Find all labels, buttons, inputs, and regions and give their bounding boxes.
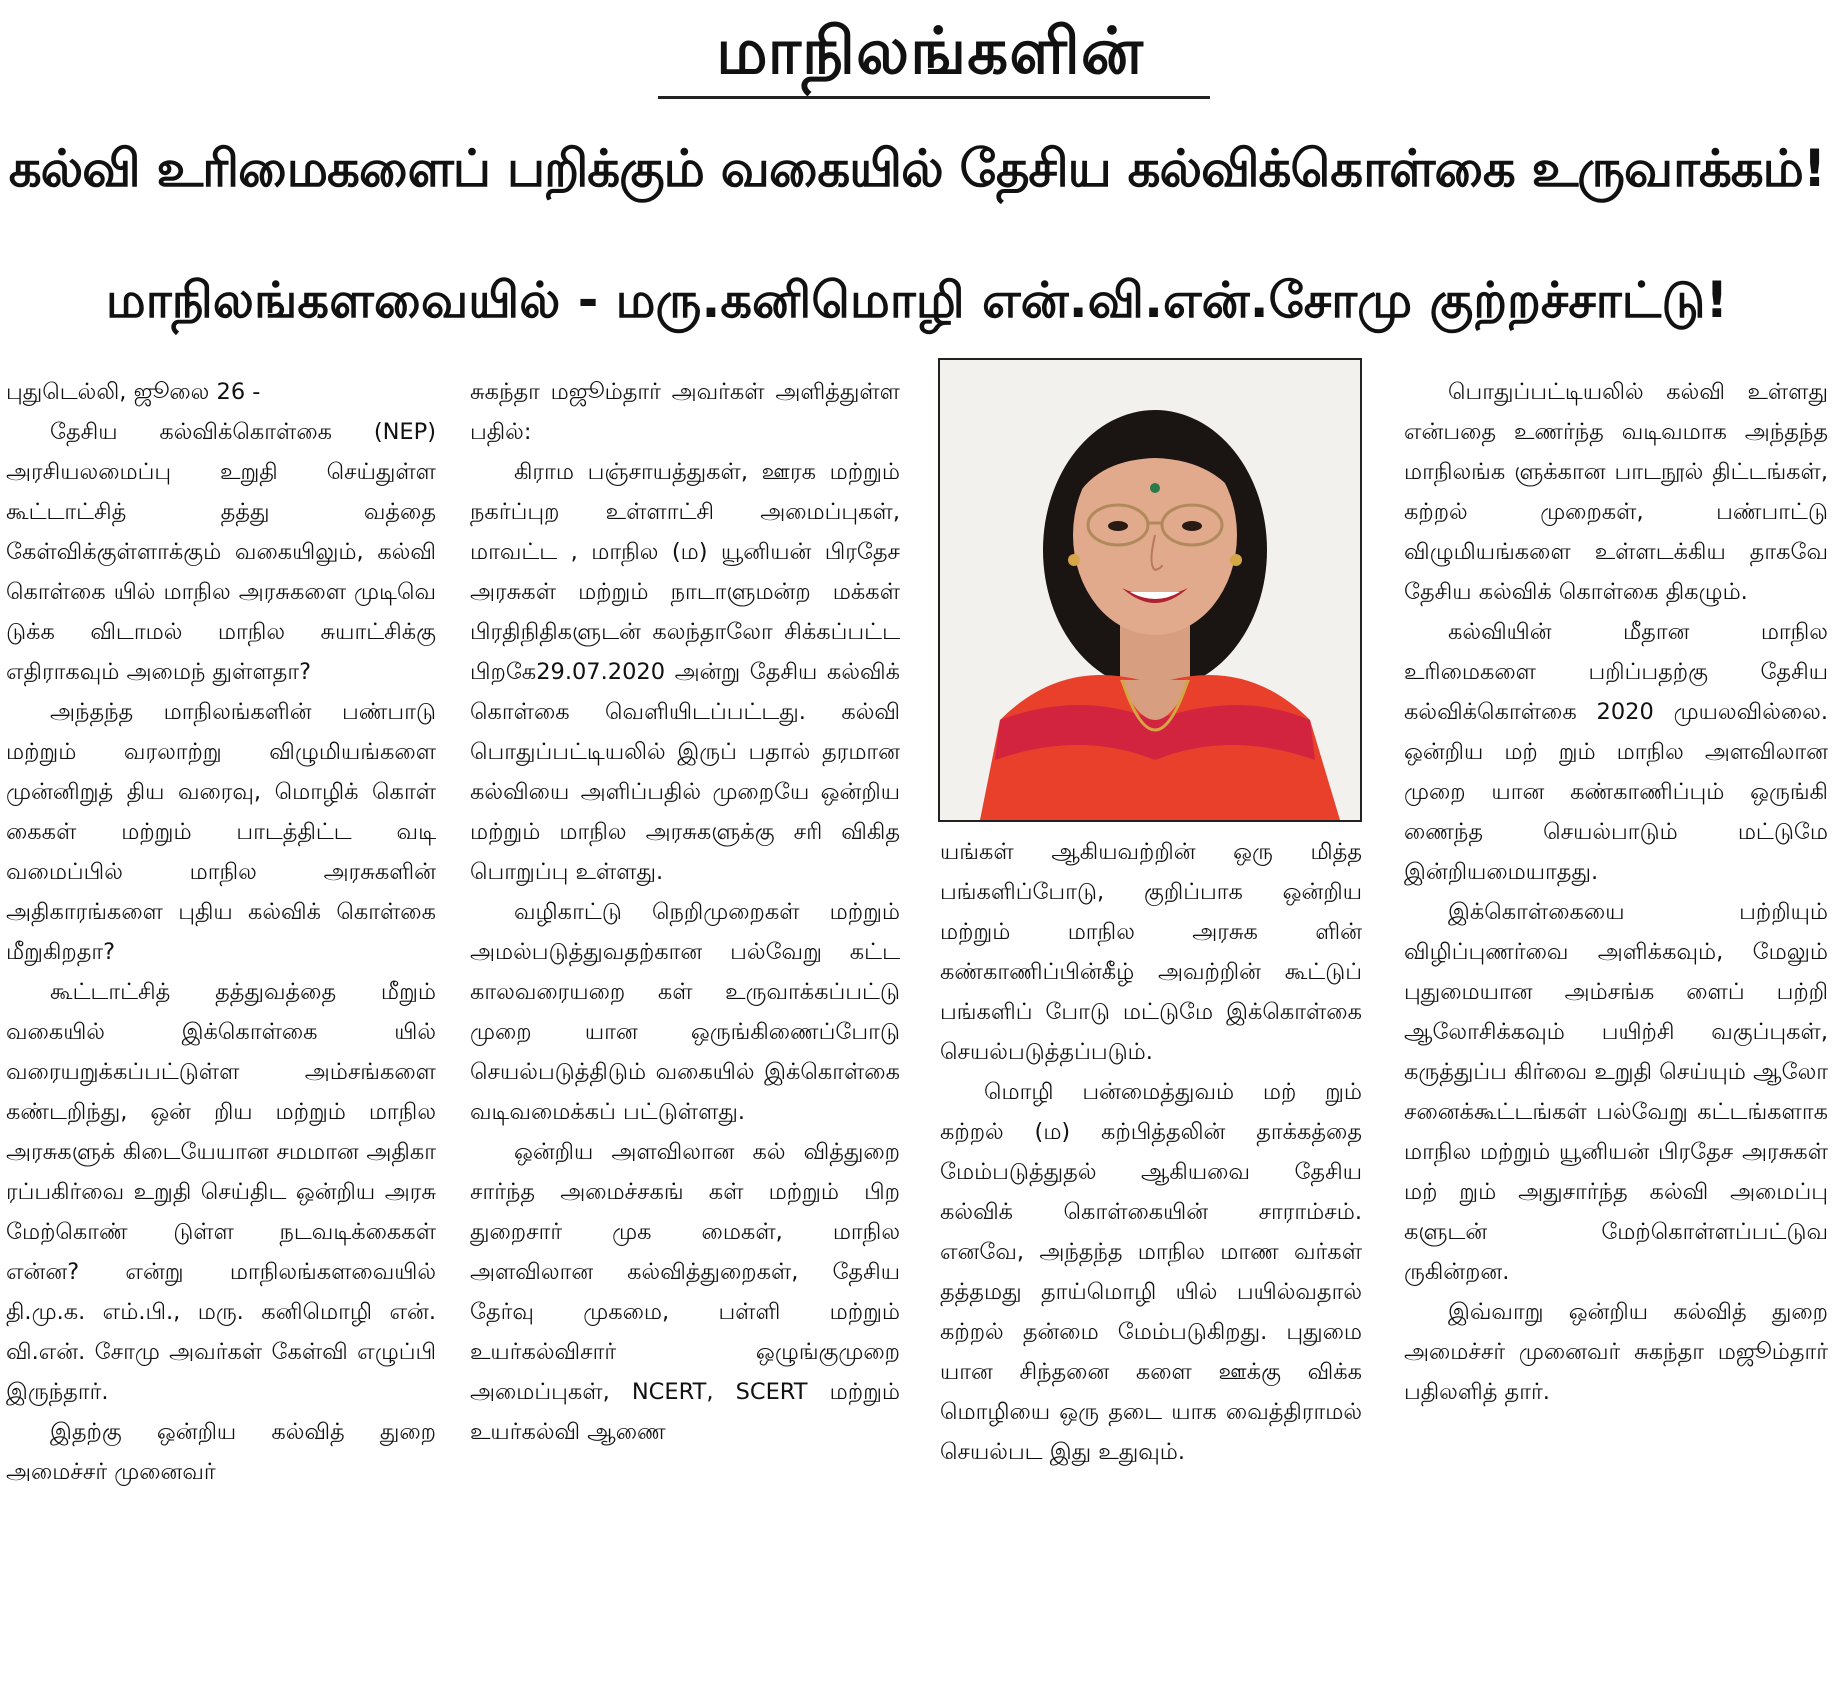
article-column-2 (470, 372, 900, 1672)
main-headline: கல்வி உரிமைகளைப் பறிக்கும் வகையில் தேசிய கல்விக்கொள்கை உருவாக்கம்! (8, 139, 1826, 199)
paragraph: கிராம பஞ்சாயத்துகள், ஊரக மற்றும் நகர்ப்புற உள்ளாட்சி அமைப்புகள், மாவட்ட , மாநில (ம) யூனியன் பிரதேச அரசுகள் மற்றும் நாடாளுமன்ற மக்கள் பிரதிநிதிகளுடன் கலந்தாலோ சிக்கப்பட்ட பிறகே29.07.2020 அன்று தேசிய கல்விக் கொள்கை வெளியிடப்பட்டது. கல்வி பொதுப்பட்டியலில் இருப் பதால் தரமான கல்வியை அளிப்பதில் முறையே ஒன்றிய மற்றும் மாநில அரசுகளுக்கு சரி விகித பொறுப்பு உள்ளது. (470, 459, 900, 885)
paragraph: மொழி பன்மைத்துவம் மற் றும் கற்றல் (ம) கற்பித்தலின் தாக்கத்தை மேம்படுத்துதல் ஆகியவை தேசிய கல்விக் கொள்கையின் சாராம்சம். எனவே, அந்தந்த மாநில மாண வர்கள் தத்தமது தாய்மொழி யில் பயில்வதால் கற்றல் தன்மை மேம்படுகிறது. புதுமை யான சிந்தனை களை ஊக்கு விக்க மொழியை ஒரு தடை யாக வைத்திராமல் செயல்பட இது உதுவும். (940, 1079, 1362, 1465)
paragraph: சுகந்தா மஜூம்தார் அவர்கள் அளித்துள்ள பதில்: (470, 379, 900, 445)
article-column-1 (6, 372, 436, 1672)
article-column-4 (1404, 372, 1828, 1672)
dateline: புதுடெல்லி, ஜூலை 26 - (6, 379, 261, 405)
paragraph: வழிகாட்டு நெறிமுறைகள் மற்றும் அமல்படுத்துவதற்கான பல்வேறு கட்ட காலவரையறை கள் உருவாக்கப்பட்டு முறை யான ஒருங்கிணைப்போடு செயல்படுத்திடும் வகையில் இக்கொள்கை வடிவமைக்கப் பட்டுள்ளது. (470, 899, 900, 1125)
paragraph: கல்வியின் மீதான மாநில உரிமைகளை பறிப்பதற்கு தேசிய கல்விக்கொள்கை 2020 முயலவில்லை. ஒன்றிய மற் றும் மாநில அளவிலான முறை யான கண்காணிப்பும் ஒருங்கி ணைந்த செயல்பாடும் மட்டுமே இன்றியமையாதது. (1404, 619, 1828, 885)
paragraph: கூட்டாட்சித் தத்துவத்தை மீறும் வகையில் இக்கொள்கை யில் வரையறுக்கப்பட்டுள்ள அம்சங்களை கண்டறிந்து, ஒன் றிய மற்றும் மாநில அரசுகளுக் கிடையேயான சமமான அதிகா ரப்பகிர்வை உறுதி செய்திட ஒன்றிய அரசு மேற்கொண் டுள்ள நடவடிக்கைகள் என்ன? என்று மாநிலங்களவையில் தி.மு.க. எம்.பி., மரு. கனிமொழி என். வி.என். சோமு அவர்கள் கேள்வி எழுப்பி இருந்தார். (6, 979, 436, 1405)
kicker-underline (658, 96, 1210, 99)
paragraph: இதற்கு ஒன்றிய கல்வித் துறை அமைச்சர் முனைவர் (6, 1419, 436, 1485)
paragraph: அந்தந்த மாநிலங்களின் பண்பாடு மற்றும் வரலாற்று விழுமியங்களை முன்னிறுத் திய வரைவு, மொழிக் கொள் கைகள் மற்றும் பாடத்திட்ட வடி வமைப்பில் மாநில அரசுகளின் அதிகாரங்களை புதிய கல்விக் கொள்கை மீறுகிறதா? (6, 699, 436, 965)
portrait-photo (938, 358, 1362, 822)
paragraph: யங்கள் ஆகியவற்றின் ஒரு மித்த பங்களிப்போடு, குறிப்பாக ஒன்றிய மற்றும் மாநில அரசுக ளின் கண்காணிப்பின்கீழ் அவற்றின் கூட்டுப் பங்களிப் போடு மட்டுமே இக்கொள்கை செயல்படுத்தப்படும். (940, 839, 1362, 1065)
portrait-illustration (940, 360, 1360, 820)
article-column-3 (940, 832, 1362, 1672)
paragraph: பொதுப்பட்டியலில் கல்வி உள்ளது என்பதை உணர்ந்த வடிவமாக அந்தந்த மாநிலங்க ளுக்கான பாடநூல் திட்டங்கள், கற்றல் முறைகள், பண்பாட்டு விழுமியங்களை உள்ளடக்கிய தாகவே தேசிய கல்விக் கொள்கை திகழும். (1404, 379, 1828, 605)
paragraph: இவ்வாறு ஒன்றிய கல்வித் துறை அமைச்சர் முனைவர் சுகந்தா மஜூம்தார் பதிலளித் தார். (1404, 1299, 1828, 1405)
section-kicker: மாநிலங்களின் (716, 15, 1144, 89)
paragraph: ஒன்றிய அளவிலான கல் வித்துறை சார்ந்த அமைச்சகங் கள் மற்றும் பிற துறைசார் முக மைகள், மாநில அளவிலான கல்வித்துறைகள், தேசிய தேர்வு முகமை, பள்ளி மற்றும் உயர்கல்விசார் ஒழுங்குமுறை அமைப்புகள், NCERT, SCERT மற்றும் உயர்கல்வி ஆணை (470, 1139, 900, 1445)
paragraph: தேசிய கல்விக்கொள்கை (NEP) அரசியலமைப்பு உறுதி செய்துள்ள கூட்டாட்சித் தத்து வத்தை கேள்விக்குள்ளாக்கும் வகையிலும், கல்வி கொள்கை யில் மாநில அரசுகளை முடிவெ டுக்க விடாமல் மாநில சுயாட்சிக்கு எதிராகவும் அமைந் துள்ளதா? (6, 419, 436, 685)
sub-headline: மாநிலங்களவையில் - மரு.கனிமொழி என்.வி.என்.சோமு குற்றச்சாட்டு! (105, 271, 1729, 329)
paragraph: இக்கொள்கையை பற்றியும் விழிப்புணர்வை அளிக்கவும், மேலும் புதுமையான அம்சங்க ளைப் பற்றி ஆலோசிக்கவும் பயிற்சி வகுப்புகள், கருத்துப்ப கிர்வை உறுதி செய்யும் ஆலோ சனைக்கூட்டங்கள் பல்வேறு கட்டங்களாக மாநில மற்றும் யூனியன் பிரதேச அரசுகள் மற் றும் அதுசார்ந்த கல்வி அமைப்பு களுடன் மேற்கொள்ளப்பட்டுவ ருகின்றன. (1404, 899, 1828, 1285)
